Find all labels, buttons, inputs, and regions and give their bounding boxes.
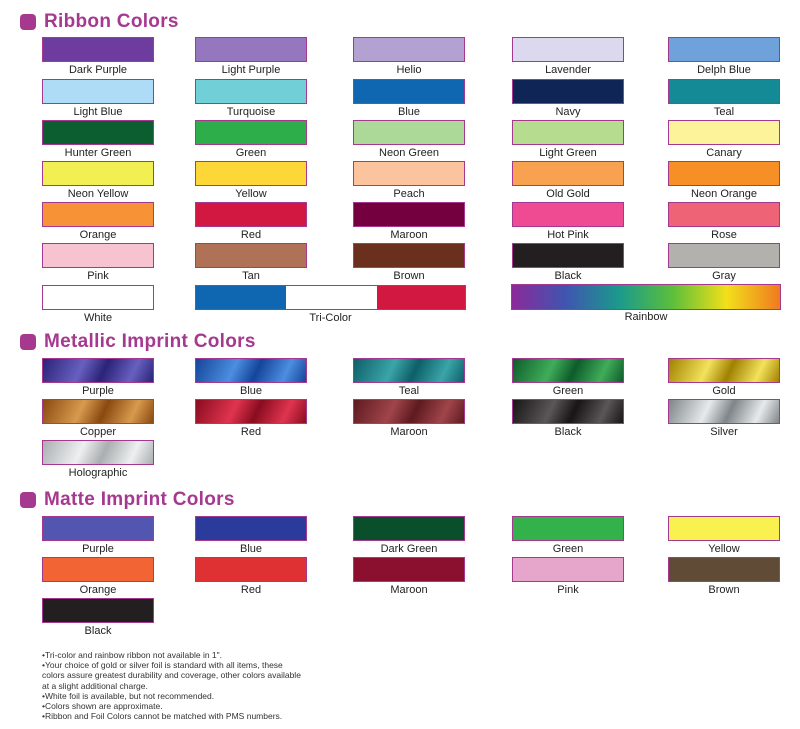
color-swatch-hunter-green	[42, 120, 154, 145]
color-swatch-orange	[42, 202, 154, 227]
color-swatch-label: Pink	[557, 584, 579, 596]
color-swatch-black	[512, 399, 624, 424]
color-swatch-holographic	[42, 440, 154, 465]
color-swatch-label: Old Gold	[546, 188, 590, 200]
color-swatch-green	[195, 120, 307, 145]
color-swatch-label: Light Green	[539, 147, 597, 159]
heading-bullet-icon	[20, 14, 36, 30]
color-swatch-canary	[668, 120, 780, 145]
color-swatch-label: Teal	[398, 385, 420, 397]
color-swatch-yellow	[668, 516, 780, 541]
color-swatch-label: Silver	[710, 426, 738, 438]
color-swatch-label: Red	[240, 229, 262, 241]
color-swatch-helio	[353, 37, 465, 62]
color-swatch-neon-green	[353, 120, 465, 145]
metallic-imprint-colors-heading	[20, 330, 256, 354]
color-swatch-peach	[353, 161, 465, 186]
color-swatch-label: Blue	[239, 543, 263, 555]
color-swatch-orange	[42, 557, 154, 582]
color-swatch-label: Light Blue	[73, 106, 123, 118]
color-swatch-light-green	[512, 120, 624, 145]
color-swatch-label: Helio	[396, 64, 422, 76]
color-swatch-maroon	[353, 557, 465, 582]
color-swatch-label: Hunter Green	[64, 147, 132, 159]
color-swatch-dark-green	[353, 516, 465, 541]
color-swatch-label: Tan	[242, 270, 260, 282]
color-swatch-teal	[668, 79, 780, 104]
color-swatch-label: Gray	[712, 270, 736, 282]
color-swatch-old-gold	[512, 161, 624, 186]
color-swatch-label: Yellow	[235, 188, 267, 200]
color-swatch-label: Canary	[706, 147, 742, 159]
footnote-line: •Tri-color and rainbow ribbon not available in 1".	[42, 650, 223, 660]
color-swatch-label: Neon Orange	[690, 188, 758, 200]
color-swatch-label: Black	[554, 270, 582, 282]
color-swatch-label: Dark Purple	[68, 64, 128, 76]
color-swatch-white	[42, 285, 154, 310]
color-swatch-label: White	[83, 312, 113, 324]
color-swatch-label: Delph Blue	[697, 64, 751, 76]
color-swatch-label: Dark Green	[380, 543, 438, 555]
tricolor-segment-red	[377, 286, 465, 309]
color-swatch-yellow	[195, 161, 307, 186]
color-swatch-label: Gold	[712, 385, 736, 397]
color-swatch-label: Lavender	[545, 64, 591, 76]
color-swatch-label: Maroon	[390, 426, 428, 438]
tricolor-swatch	[195, 285, 466, 310]
ribbon-colors-heading	[20, 10, 179, 34]
color-swatch-red	[195, 399, 307, 424]
color-swatch-label: Black	[554, 426, 582, 438]
footnote-line: at a slight additional charge.	[42, 680, 148, 691]
color-swatch-purple	[42, 358, 154, 383]
color-swatch-label: Green	[552, 385, 584, 397]
heading-bullet-icon	[20, 334, 36, 350]
color-swatch-blue	[353, 79, 465, 104]
color-swatch-silver	[668, 399, 780, 424]
color-swatch-label: Copper	[79, 426, 117, 438]
color-swatch-label: Black	[84, 625, 112, 637]
color-swatch-label: Blue	[239, 385, 263, 397]
color-swatch-label: Rose	[711, 229, 737, 241]
color-swatch-black	[512, 243, 624, 268]
color-swatch-label: Blue	[397, 106, 421, 118]
rainbow-swatch	[511, 284, 781, 310]
color-swatch-label: Green	[552, 543, 584, 555]
color-swatch-label: Peach	[393, 188, 425, 200]
color-swatch-label: Purple	[82, 385, 114, 397]
tricolor-segment-white	[286, 286, 377, 309]
color-swatch-light-purple	[195, 37, 307, 62]
color-swatch-delph-blue	[668, 37, 780, 62]
color-swatch-label: Red	[240, 426, 262, 438]
color-swatch-label: Hot Pink	[547, 229, 589, 241]
color-swatch-tan	[195, 243, 307, 268]
color-swatch-dark-purple	[42, 37, 154, 62]
footnote-line: •Ribbon and Foil Colors cannot be matched with PMS numbers.	[42, 711, 283, 722]
color-swatch-label: Brown	[708, 584, 740, 596]
color-swatch-green	[512, 516, 624, 541]
color-swatch-label: Pink	[87, 270, 109, 282]
rainbow-label: Rainbow	[624, 311, 668, 323]
color-swatch-green	[512, 358, 624, 383]
color-swatch-turquoise	[195, 79, 307, 104]
color-swatch-pink	[512, 557, 624, 582]
color-swatch-pink	[42, 243, 154, 268]
color-swatch-label: Navy	[555, 106, 581, 118]
footnote-line: colors assure greatest durability and coverage, other colors available	[42, 670, 301, 681]
color-swatch-purple	[42, 516, 154, 541]
color-swatch-copper	[42, 399, 154, 424]
color-swatch-gold	[668, 358, 780, 383]
color-swatch-label: Maroon	[390, 584, 428, 596]
color-swatch-label: Light Purple	[221, 64, 281, 76]
footnote-line: •Your choice of gold or silver foil is standard with all items, these	[42, 660, 283, 671]
color-swatch-label: Red	[240, 584, 262, 596]
matte-imprint-colors-heading	[20, 488, 235, 512]
section-title: Metallic Imprint Colors	[44, 331, 256, 352]
tricolor-segment-blue	[196, 286, 286, 309]
color-swatch-blue	[195, 358, 307, 383]
color-swatch-maroon	[353, 202, 465, 227]
section-title: Ribbon Colors	[44, 11, 179, 32]
color-swatch-navy	[512, 79, 624, 104]
color-swatch-label: Brown	[393, 270, 425, 282]
color-swatch-brown	[668, 557, 780, 582]
heading-bullet-icon	[20, 492, 36, 508]
color-swatch-label: Neon Green	[379, 147, 439, 159]
color-swatch-hot-pink	[512, 202, 624, 227]
color-swatch-label: Yellow	[708, 543, 740, 555]
footnote-line: •Colors shown are approximate.	[42, 701, 163, 712]
color-swatch-label: Holographic	[68, 467, 128, 479]
tricolor-label: Tri-Color	[309, 312, 352, 324]
color-swatch-brown	[353, 243, 465, 268]
color-swatch-rose	[668, 202, 780, 227]
color-swatch-label: Neon Yellow	[67, 188, 129, 200]
color-swatch-maroon	[353, 399, 465, 424]
color-swatch-gray	[668, 243, 780, 268]
color-swatch-label: Orange	[79, 229, 117, 241]
color-swatch-label: Orange	[79, 584, 117, 596]
color-swatch-black	[42, 598, 154, 623]
color-swatch-label: Green	[235, 147, 267, 159]
color-swatch-red	[195, 557, 307, 582]
color-swatch-light-blue	[42, 79, 154, 104]
color-swatch-label: Turquoise	[226, 106, 276, 118]
color-swatch-red	[195, 202, 307, 227]
color-swatch-label: Maroon	[390, 229, 428, 241]
color-swatch-label: Teal	[713, 106, 735, 118]
color-swatch-neon-orange	[668, 161, 780, 186]
section-title: Matte Imprint Colors	[44, 489, 235, 510]
color-swatch-lavender	[512, 37, 624, 62]
color-swatch-neon-yellow	[42, 161, 154, 186]
color-swatch-blue	[195, 516, 307, 541]
color-swatch-teal	[353, 358, 465, 383]
footnotes	[42, 650, 301, 721]
footnote-line: •White foil is available, but not recommended.	[42, 690, 215, 701]
color-swatch-label: Purple	[82, 543, 114, 555]
